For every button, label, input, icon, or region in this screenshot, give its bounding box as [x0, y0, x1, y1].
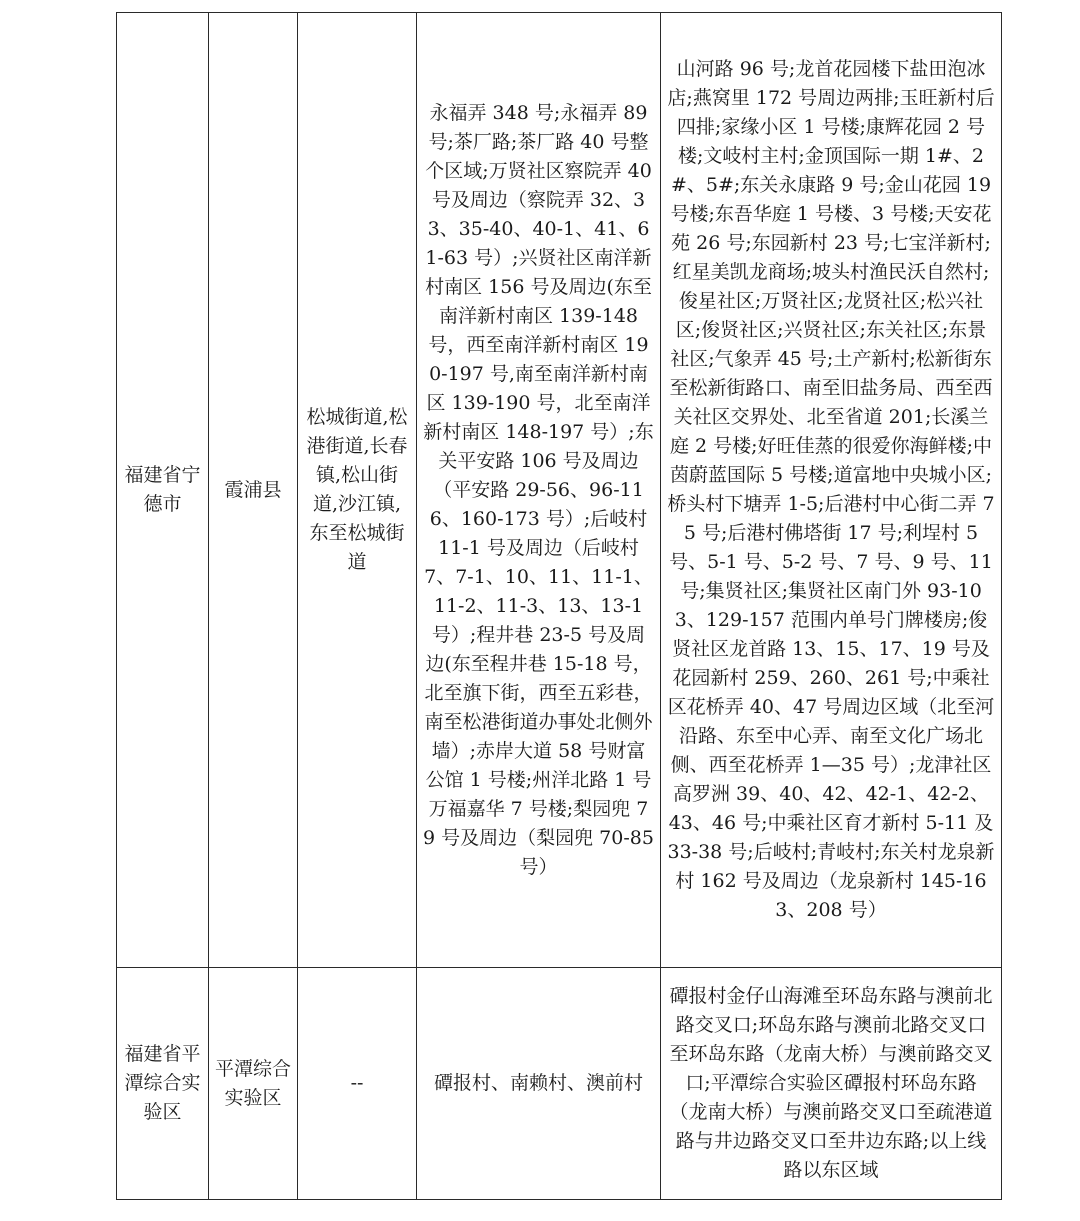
- streets-cell: --: [298, 968, 417, 1200]
- high-risk-area-cell: 永福弄 348 号;永福弄 89 号;茶厂路;茶厂路 40 号整个区域;万贤社区察院弄 40 号及周边（察院弄 32、33、35-40、40-1、41、61-63 号）;兴贤社区南洋新村南区 156 号及周边(东至南洋新村南区 139-148 号，西至南洋新村南区 190-197 号,南至南洋新村南区 139-190 号，北至南洋新村南区 148-197 号）;东关平安路 106 号及周边（平安路 29-56、96-116、160-173 号）;后岐村 11-1 号及周边（后岐村 7、7-1、10、11、11-1、11-2、11-3、13、13-1 号）;程井巷 23-5 号及周边(东至程井巷 15-18 号，北至旗下街，西至五彩巷，南至松港街道办事处北侧外墙）;赤岸大道 58 号财富公馆 1 号楼;州洋北路 1 号万福嘉华 7 号楼;梨园兜 79 号及周边（梨园兜 70-85 号）: [417, 13, 661, 968]
- medium-risk-area-cell: 山河路 96 号;龙首花园楼下盐田泡冰店;燕窝里 172 号周边两排;玉旺新村后四排;家缘小区 1 号楼;康辉花园 2 号楼;文岐村主村;金顶国际一期 1#、2#、5#;东关永康路 9 号;金山花园 19 号楼;东吾华庭 1 号楼、3 号楼;天安花苑 26 号;东园新村 23 号;七宝洋新村;红星美凯龙商场;坡头村渔民沃自然村;俊星社区;万贤社区;龙贤社区;松兴社区;俊贤社区;兴贤社区;东关社区;东景社区;气象弄 45 号;土产新村;松新街东至松新街路口、南至旧盐务局、西至西关社区交界处、北至省道 201;长溪兰庭 2 号楼;好旺佳蒸的很爱你海鲜楼;中茵蔚蓝国际 5 号楼;道富地中央城小区;桥头村下塘弄 1-5;后港村中心街二弄 75 号;后港村佛塔街 17 号;利埕村 5 号、5-1 号、5-2 号、7 号、9 号、11 号;集贤社区;集贤社区南门外 93-103、129-157 范围内单号门牌楼房;俊贤社区龙首路 13、15、17、19 号及花园新村 259、260、261 号;中乘社区花桥弄 40、47 号周边区域（北至河沿路、东至中心弄、南至文化广场北侧、西至花桥弄 1—35 号）;龙津社区高罗洲 39、40、42、42-1、42-2、43、46 号;中乘社区育才新村 5-11 及 33-38 号;后岐村;青岐村;东关村龙泉新村 162 号及周边（龙泉新村 145-163、208 号）: [661, 13, 1002, 968]
- province-city-cell: 福建省平潭综合实验区: [117, 968, 209, 1200]
- streets-cell: 松城街道,松港街道,长春镇,松山街道,沙江镇,东至松城街道: [298, 13, 417, 968]
- table-row: [117, 13, 1002, 968]
- medium-risk-area-cell: 磹报村金仔山海滩至环岛东路与澳前北路交叉口;环岛东路与澳前北路交叉口至环岛东路（龙南大桥）与澳前路交叉口;平潭综合实验区磹报村环岛东路（龙南大桥）与澳前路交叉口至疏港道路与井边路交叉口至井边东路;以上线路以东区域: [661, 968, 1002, 1200]
- county-cell: 霞浦县: [209, 13, 298, 968]
- high-risk-area-cell: 磹报村、南赖村、澳前村: [417, 968, 661, 1200]
- county-cell: 平潭综合实验区: [209, 968, 298, 1200]
- province-city-cell: 福建省宁德市: [117, 13, 209, 968]
- risk-area-table: [116, 12, 1002, 1200]
- table-row: [117, 968, 1002, 1200]
